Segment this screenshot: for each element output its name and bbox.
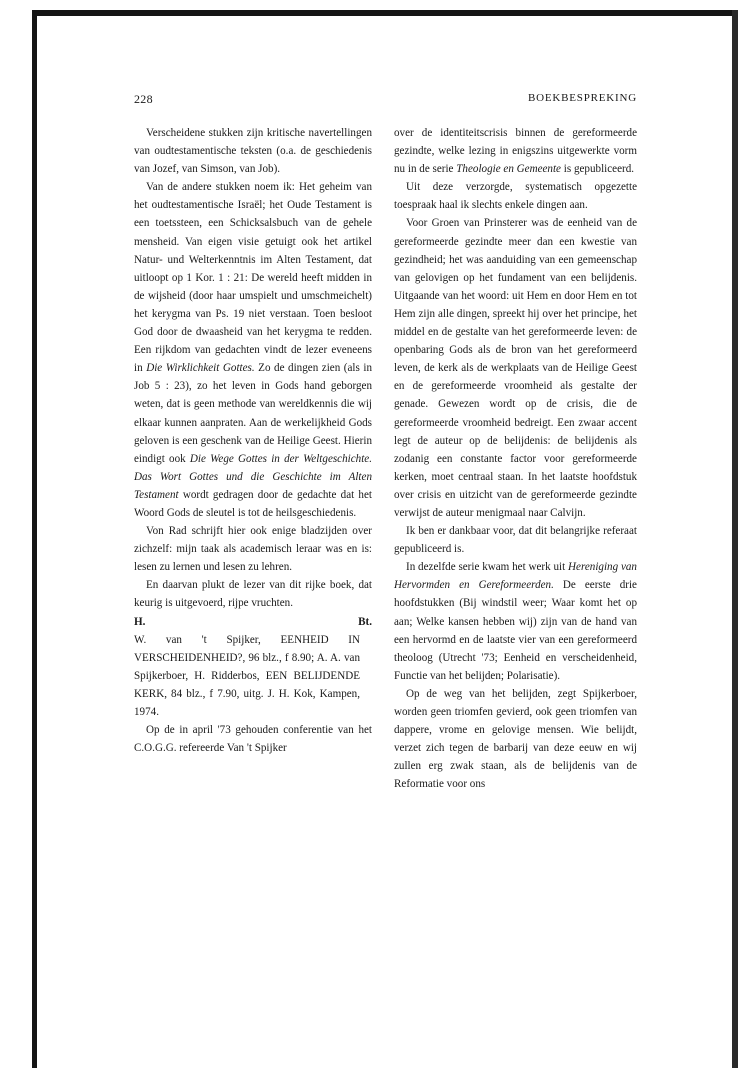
- paragraph: [394, 124, 637, 178]
- bibliographic-entry: W. van 't Spijker, EENHEID IN VERSCHEIDENHEID?, 96 blz., f 8.90; A. A. van Spijkerboer, H. Ridderbos, EEN BELIJDENDE KERK, 84 blz., f 7.90, uitg. J. H. Kok, Kampen, 1974.: [134, 633, 360, 718]
- series-title: Theologie en Gemeente: [456, 163, 561, 176]
- book-title: Die Wege Gottes in der Weltgeschichte.: [189, 452, 372, 465]
- paragraph: Verscheidene stukken zijn kritische navertellingen van oudtestamentische teksten (o.a. de geschiedenis van Jozef, van Simson, van Job).: [134, 127, 372, 176]
- paragraph: Von Rad schrijft hier ook enige bladzijden over zichzelf: mijn taak als academisch leraar was en is: lesen zu lernen und lesen zu lehren.: [134, 525, 372, 574]
- paragraph-text: In dezelfde serie kwam het werk uit: [406, 561, 566, 574]
- paragraph: Voor Groen van Prinsterer was de eenheid van de gereformeerde gezindte meer dan een kwestie van gezindheid; het was aanduiding van een gemeenschap van gelovigen op het fundament van een belijdenis. Uitgaande van het woord: uit Hem en door Hem en tot Hem zijn alle dingen, spreekt hij over het principe, het middel en de gestalte van het gereformeerde leven: de openbaring Gods als de bron van het gereformeerd leven, de kerk als de werkplaats van de Heilige Geest en de gereformeerde vroomheid als gestalte der genade. Gewezen wordt op de crisis, die de gereformeerde vroomheid bedreigt. Een zwaar accent legt de auteur op de belijdenis: de belijdenis als zodanig een constante factor voor gereformeerde kerken, moet centraal staan. In het laatste hoofdstuk over crisis en uitzicht van de gereformeerde gezindte verwijst de auteur menigmaal naar Calvijn.: [394, 217, 637, 519]
- paragraph-text: Van de andere stukken noem ik: Het geheim van het oudtestamentische Israël; het Oude Testament is een toetssteen, een Schicksalsbuch van de gehele mensheid. Van eigen visie getuigt ook het artikel Natur- und Welterkenntnis im Alten Testament, dat uitloopt op 1 Kor. 1 : 21: De wereld heeft midden in de wijsheid (door haar umspielt und umschmeichelt) het kerygma van Ps. 19 niet verstaan. Toen besloot God door de dwaasheid van het kerygma te redden. Een rijkdom van gedachten vindt de lezer eveneens in: [134, 181, 372, 375]
- paragraph: Op de weg van het belijden, zegt Spijkerboer, worden geen triomfen gevierd, ook geen triomfen van dappere, vrome en gelovige mensen. Wie belijdt, verzet zich tegen de barbarij van deze eeuw en wij zullen erg zwak staan, als de belijdenis van de Reformatie voor ons: [394, 687, 637, 791]
- paragraph: [134, 178, 372, 522]
- left-column: [134, 124, 372, 757]
- book-title: Das Wort Gottes und die Geschichte im Alten Testament: [134, 470, 372, 501]
- right-column: [394, 124, 637, 793]
- scan-edge-top: [32, 10, 738, 16]
- book-title: Die Wirklichkeit Gottes.: [146, 362, 255, 375]
- signature-right: Bt.: [358, 615, 372, 628]
- paragraph: Op de in april '73 gehouden conferentie van het C.O.G.G. refereerde Van 't Spijker: [134, 724, 372, 755]
- paragraph-text: over de identiteitscrisis binnen de gereformeerde gezindte, welke lezing in enigszins uitgewerkte vorm nu in de serie: [394, 127, 637, 176]
- paragraph-text: De eerste drie hoofdstukken (Bij windstil weer; Waar komt het op aan; Welke kansen hebben wij) zijn van de hand van een hervormd en de laatste vier van een gereformeerd theoloog (Utrecht '73; Eenheid en verscheidenheid, Functie van het belijden; Polarisatie).: [394, 579, 637, 682]
- signature-left: H.: [134, 615, 146, 628]
- paragraph-text: wordt gedragen door de gedachte dat het Woord Gods de sleutel is tot de heilsgeschiedenis.: [134, 488, 372, 519]
- page-number: 228: [134, 92, 153, 106]
- paragraph-text: Zo de dingen zien (als in Job 5 : 23), zo het leven in Gods hand geborgen weten, dat is geen methode van wereldkennis die wij elkaar kunnen aanpraten. Aan de werkelijkheid Gods geloven is een geschenk van de Heilige Geest. Hierin eindigt ook: [134, 362, 372, 465]
- scan-edge-left: [32, 10, 37, 1068]
- paragraph: [394, 558, 637, 685]
- paragraph: Ik ben er dankbaar voor, dat dit belangrijke referaat gepubliceerd is.: [394, 525, 637, 556]
- signature-line: [134, 613, 372, 631]
- paragraph-text: is gepubliceerd.: [563, 163, 635, 176]
- scan-edge-right: [732, 10, 738, 1068]
- book-title: Hereniging van Hervormden en Gereformeerden.: [394, 561, 637, 592]
- paragraph: En daarvan plukt de lezer van dit rijke boek, dat keurig is uitgevoerd, rijpe vruchten.: [134, 579, 372, 610]
- running-head: BOEKBESPREKING: [528, 92, 637, 104]
- paragraph: Uit deze verzorgde, systematisch opgezette toespraak haal ik slechts enkele dingen aan.: [394, 181, 637, 212]
